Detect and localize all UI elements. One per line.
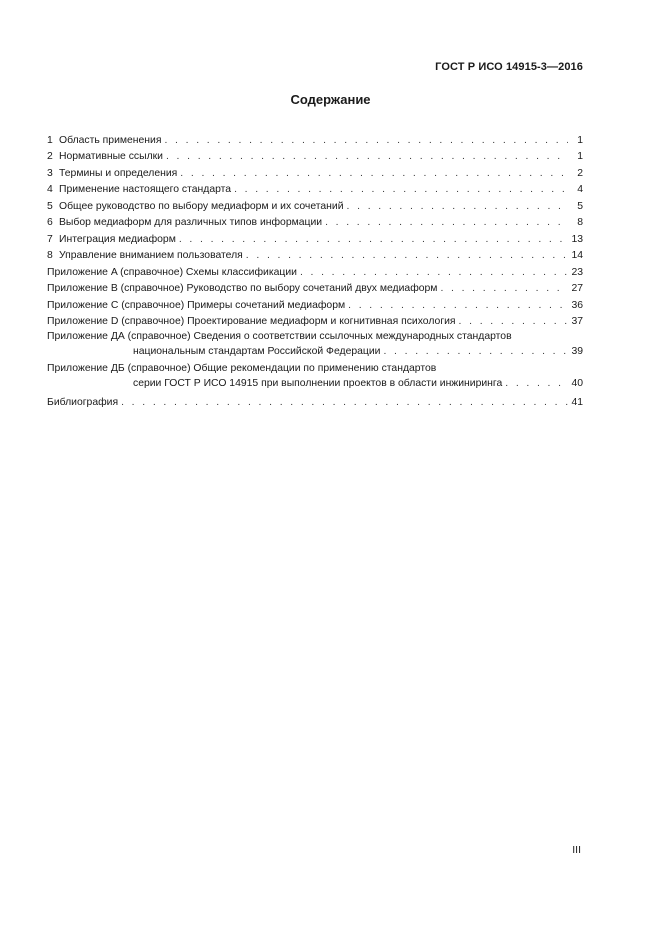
toc-text-continued: национальным стандартам Российской Федерации bbox=[133, 346, 381, 357]
toc-text: Приложение ДБ (справочное) Общие рекомендации по применению стандартов bbox=[47, 363, 437, 374]
dot-leader bbox=[121, 396, 568, 409]
toc-entry-annex-da[interactable] bbox=[47, 328, 583, 358]
toc-page-number: 40 bbox=[571, 378, 583, 389]
toc-number: 8 bbox=[47, 250, 53, 261]
toc-text: Приложение C (справочное) Примеры сочетаний медиаформ bbox=[47, 299, 346, 311]
toc-page-number: 1 bbox=[577, 151, 583, 162]
dot-leader bbox=[180, 167, 568, 180]
toc-page-number: 36 bbox=[571, 299, 583, 311]
toc-entry-8[interactable] bbox=[47, 246, 583, 263]
dot-leader bbox=[347, 200, 568, 213]
toc-entry-7[interactable] bbox=[47, 229, 583, 246]
toc-number: 5 bbox=[47, 200, 53, 212]
dot-leader bbox=[234, 183, 568, 196]
toc-number: 3 bbox=[47, 167, 53, 179]
dot-leader bbox=[325, 216, 568, 229]
toc-number: 7 bbox=[47, 233, 53, 245]
toc-text: Приложение B (справочное) Руководство по выбору сочетаний двух медиаформ bbox=[47, 283, 438, 294]
toc-entry-6[interactable] bbox=[47, 213, 583, 230]
page-title: Содержание bbox=[290, 92, 371, 107]
toc-number: 4 bbox=[47, 184, 53, 195]
toc-page-number: 2 bbox=[577, 167, 583, 179]
dot-leader bbox=[166, 150, 568, 163]
toc-number: 1 bbox=[47, 134, 53, 146]
toc-text: Термины и определения bbox=[59, 167, 178, 179]
document-code: ГОСТ Р ИСО 14915-3—2016 bbox=[435, 61, 583, 73]
toc-page-number: 27 bbox=[571, 283, 583, 294]
toc-text: Приложение ДА (справочное) Сведения о соответствии ссылочных международных стандартов bbox=[47, 331, 512, 342]
toc-page-number: 37 bbox=[571, 316, 583, 327]
toc-text: Библиография bbox=[47, 396, 119, 408]
toc-page-number: 1 bbox=[577, 134, 583, 146]
dot-leader bbox=[383, 345, 568, 358]
dot-leader bbox=[348, 299, 568, 312]
toc-page-number: 14 bbox=[571, 250, 583, 261]
toc-page-number: 13 bbox=[571, 233, 583, 245]
toc-text: Общее руководство по выбору медиаформ и их сочетаний bbox=[59, 200, 344, 212]
table-of-contents bbox=[47, 130, 583, 409]
dot-leader bbox=[505, 377, 568, 390]
toc-number: 6 bbox=[47, 217, 53, 228]
toc-page-number: 41 bbox=[571, 396, 583, 408]
page-number: III bbox=[572, 844, 581, 856]
toc-entry-annex-d[interactable] bbox=[47, 312, 583, 329]
toc-entry-bibliography[interactable] bbox=[47, 392, 583, 409]
toc-number: 2 bbox=[47, 151, 53, 162]
dot-leader bbox=[300, 266, 568, 279]
toc-page-number: 5 bbox=[577, 200, 583, 212]
toc-entry-2[interactable] bbox=[47, 147, 583, 164]
toc-entry-annex-c[interactable] bbox=[47, 295, 583, 312]
toc-text: Область применения bbox=[59, 134, 162, 146]
toc-entry-5[interactable] bbox=[47, 196, 583, 213]
dot-leader bbox=[164, 134, 568, 147]
toc-entry-annex-a[interactable] bbox=[47, 262, 583, 279]
toc-entry-4[interactable] bbox=[47, 180, 583, 197]
toc-text-continued: серии ГОСТ Р ИСО 14915 при выполнении проектов в области инжиниринга bbox=[133, 378, 503, 389]
toc-entry-annex-db[interactable] bbox=[47, 360, 583, 390]
toc-text: Нормативные ссылки bbox=[59, 151, 163, 162]
dot-leader bbox=[459, 315, 568, 328]
toc-page-number: 23 bbox=[571, 266, 583, 278]
toc-text: Применение настоящего стандарта bbox=[59, 184, 232, 195]
toc-page-number: 8 bbox=[577, 217, 583, 228]
dot-leader bbox=[440, 282, 568, 295]
dot-leader bbox=[246, 249, 568, 262]
toc-page-number: 4 bbox=[577, 184, 583, 195]
toc-text: Приложение D (справочное) Проектирование медиаформ и когнитивная психология bbox=[47, 316, 456, 327]
toc-text: Приложение A (справочное) Схемы классификации bbox=[47, 266, 297, 278]
toc-text: Управление вниманием пользователя bbox=[59, 250, 243, 261]
toc-text: Интеграция медиаформ bbox=[59, 233, 176, 245]
dot-leader bbox=[179, 233, 568, 246]
toc-entry-annex-b[interactable] bbox=[47, 279, 583, 296]
toc-entry-3[interactable] bbox=[47, 163, 583, 180]
toc-text: Выбор медиаформ для различных типов информации bbox=[59, 217, 323, 228]
toc-page-number: 39 bbox=[571, 346, 583, 357]
toc-entry-1[interactable] bbox=[47, 130, 583, 147]
